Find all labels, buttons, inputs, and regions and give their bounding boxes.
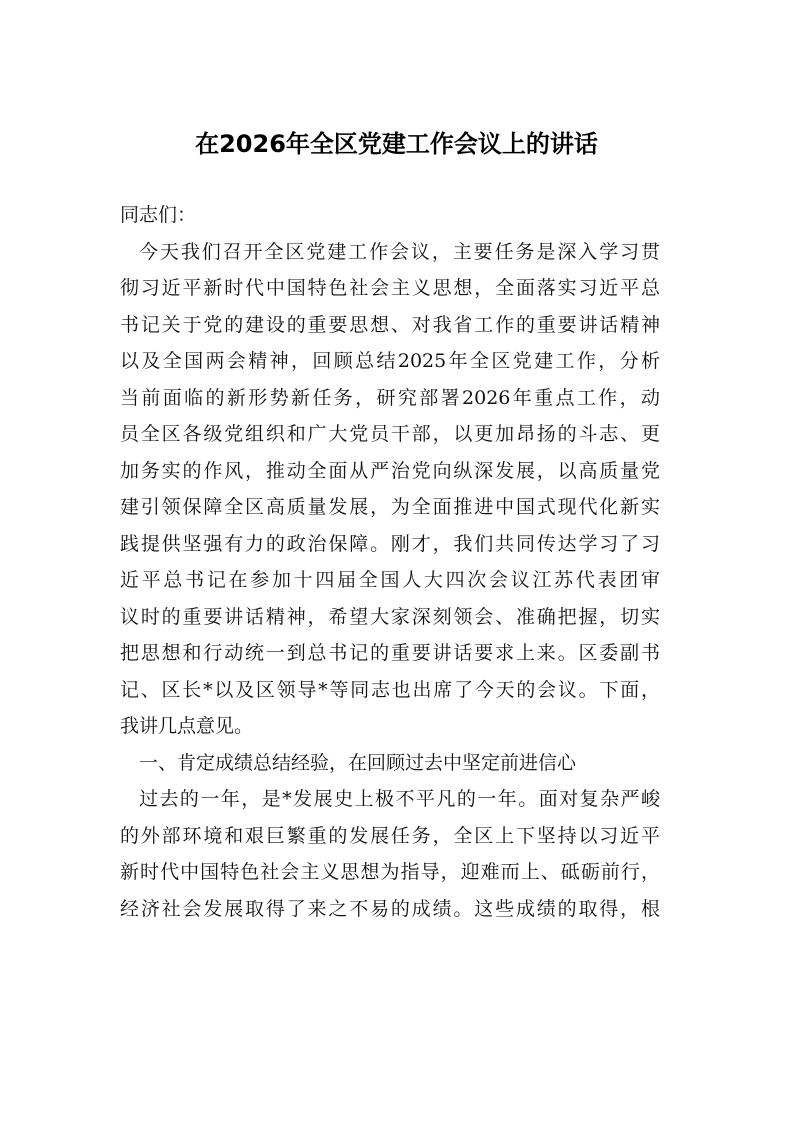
- paragraph-line: 我讲几点意见。: [120, 715, 254, 737]
- paragraph-line: 员全区各级党组织和广大党员干部，以更加昂扬的斗志、更: [120, 423, 660, 445]
- paragraph-line: 记、区长*以及区领导*等同志也出席了今天的会议。下面，: [120, 678, 660, 701]
- paragraph-line: 以及全国两会精神，回顾总结2025年全区党建工作，分析: [120, 350, 660, 372]
- paragraph-line: 加务实的作风，推动全面从严治党向纵深发展，以高质量党: [120, 459, 660, 482]
- paragraph-line: 书记关于党的建设的重要思想、对我省工作的重要讲话精神: [120, 313, 660, 336]
- document-title: 在2026年全区党建工作会议上的讲话: [195, 130, 598, 158]
- paragraph-line: 把思想和行动统一到总书记的重要讲话要求上来。区委副书: [120, 642, 660, 664]
- paragraph-line: 建引领保障全区高质量发展，为全面推进中国式现代化新实: [120, 496, 660, 518]
- paragraph-line: 议时的重要讲话精神，希望大家深刻领会、准确把握，切实: [120, 605, 660, 628]
- paragraph-line: 践提供坚强有力的政治保障。刚才，我们共同传达学习了习: [120, 532, 660, 555]
- paragraph-line: 新时代中国特色社会主义思想为指导，迎难而上、砥砺前行，: [120, 861, 660, 883]
- paragraph-line: 的外部环境和艰巨繁重的发展任务，全区上下坚持以习近平: [120, 824, 660, 847]
- salutation: 同志们：: [120, 204, 197, 226]
- paragraph-line: 今天我们召开全区党建工作会议，主要任务是深入学习贯: [139, 240, 660, 263]
- section-heading: 一、肯定成绩总结经验，在回顾过去中坚定前进信心: [139, 751, 577, 774]
- paragraph-line: 当前面临的新形势新任务，研究部署2026年重点工作，动: [120, 386, 660, 409]
- paragraph-line: 经济社会发展取得了来之不易的成绩。这些成绩的取得，根: [120, 897, 660, 920]
- paragraph-line: 过去的一年，是*发展史上极不平凡的一年。面对复杂严峻: [139, 788, 660, 810]
- document-body: [120, 197, 660, 927]
- paragraph-review: [120, 781, 660, 927]
- paragraph-line: 近平总书记在参加十四届全国人大四次会议江苏代表团审: [120, 569, 660, 591]
- paragraph-line: 彻习近平新时代中国特色社会主义思想，全面落实习近平总: [120, 277, 660, 299]
- paragraph-intro: [120, 234, 660, 745]
